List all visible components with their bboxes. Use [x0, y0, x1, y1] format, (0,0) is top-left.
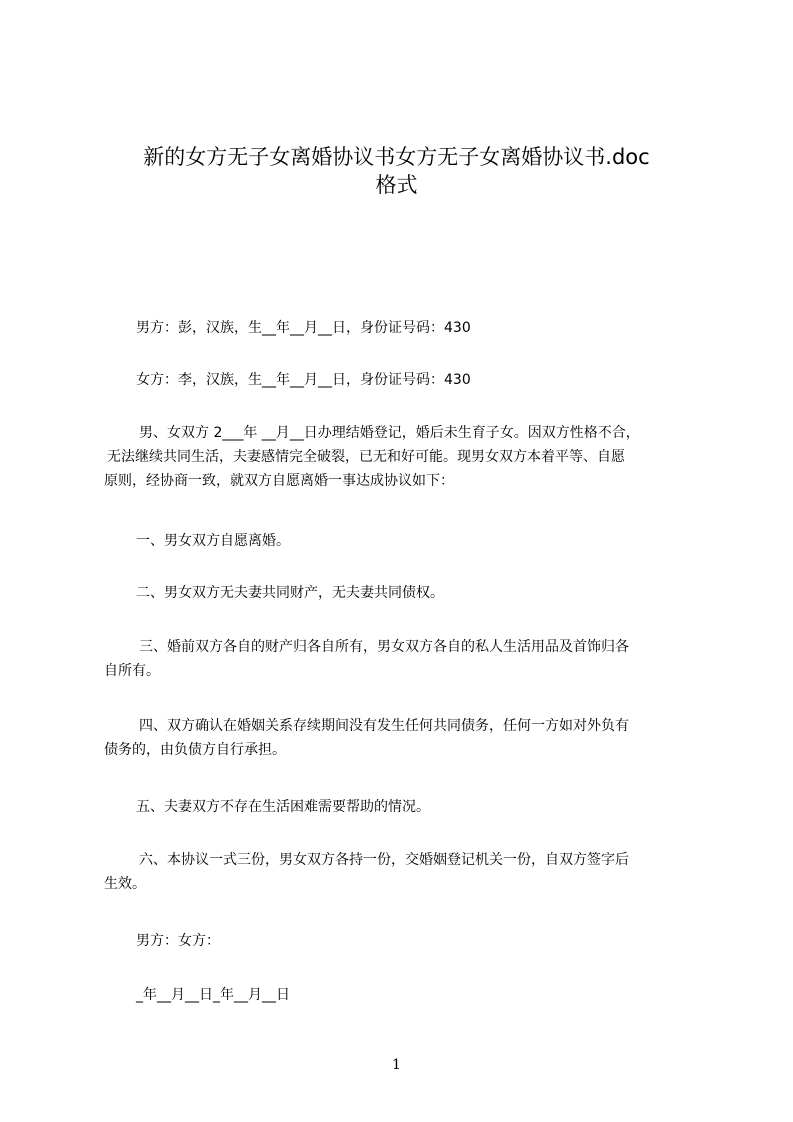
- title-line-2: 格式: [375, 173, 418, 197]
- clause-6-line-1: 六、本协议一式三份，男女双方各持一份，交婚姻登记机关一份，自双方签字后: [139, 852, 629, 868]
- clause-2: 二、男女双方无夫妻共同财产，无夫妻共同债权。: [136, 585, 444, 601]
- clause-6: [104, 848, 704, 896]
- clause-4-line-1: 四、双方确认在婚姻关系存续期间没有发生任何共同债务，任何一方如对外负有: [139, 718, 629, 734]
- clause-3-line-2: 自所有。: [104, 663, 160, 679]
- intro-line-3: 原则，经协商一致，就双方自愿离婚一事达成协议如下：: [104, 473, 454, 489]
- clause-3: [104, 635, 704, 683]
- clause-1: 一、男女双方自愿离婚。: [136, 533, 290, 549]
- clause-4-line-2: 债务的，由负债方自行承担。: [104, 742, 286, 758]
- signature-line: 男方：女方：: [136, 933, 220, 949]
- female-party-info: 女方：李，汉族，生__年__月__日，身份证号码：430: [136, 372, 471, 388]
- clause-5: 五、夫妻双方不存在生活困难需要帮助的情况。: [136, 799, 430, 815]
- document-title: [90, 143, 703, 199]
- title-line-1: 新的女方无子女离婚协议书女方无子女离婚协议书.doc: [143, 145, 650, 169]
- clause-3-line-1: 三、婚前双方各自的财产归各自所有，男女双方各自的私人生活用品及首饰归各: [139, 639, 629, 655]
- intro-paragraph: [104, 421, 704, 493]
- intro-line-2: 无法继续共同生活，夫妻感情完全破裂，已无和好可能。现男女双方本着平等、自愿: [107, 449, 625, 465]
- intro-line-1: 男、女双方 2___年 __月__日办理结婚登记，婚后未生育子女。因双方性格不合，: [139, 425, 640, 441]
- clause-4: [104, 714, 704, 762]
- male-party-info: 男方：彭，汉族，生__年__月__日，身份证号码：430: [136, 320, 471, 336]
- page-number: 1: [392, 1057, 401, 1073]
- clause-6-line-2: 生效。: [104, 876, 146, 892]
- date-line: _年__月__日_年__月__日: [136, 987, 290, 1003]
